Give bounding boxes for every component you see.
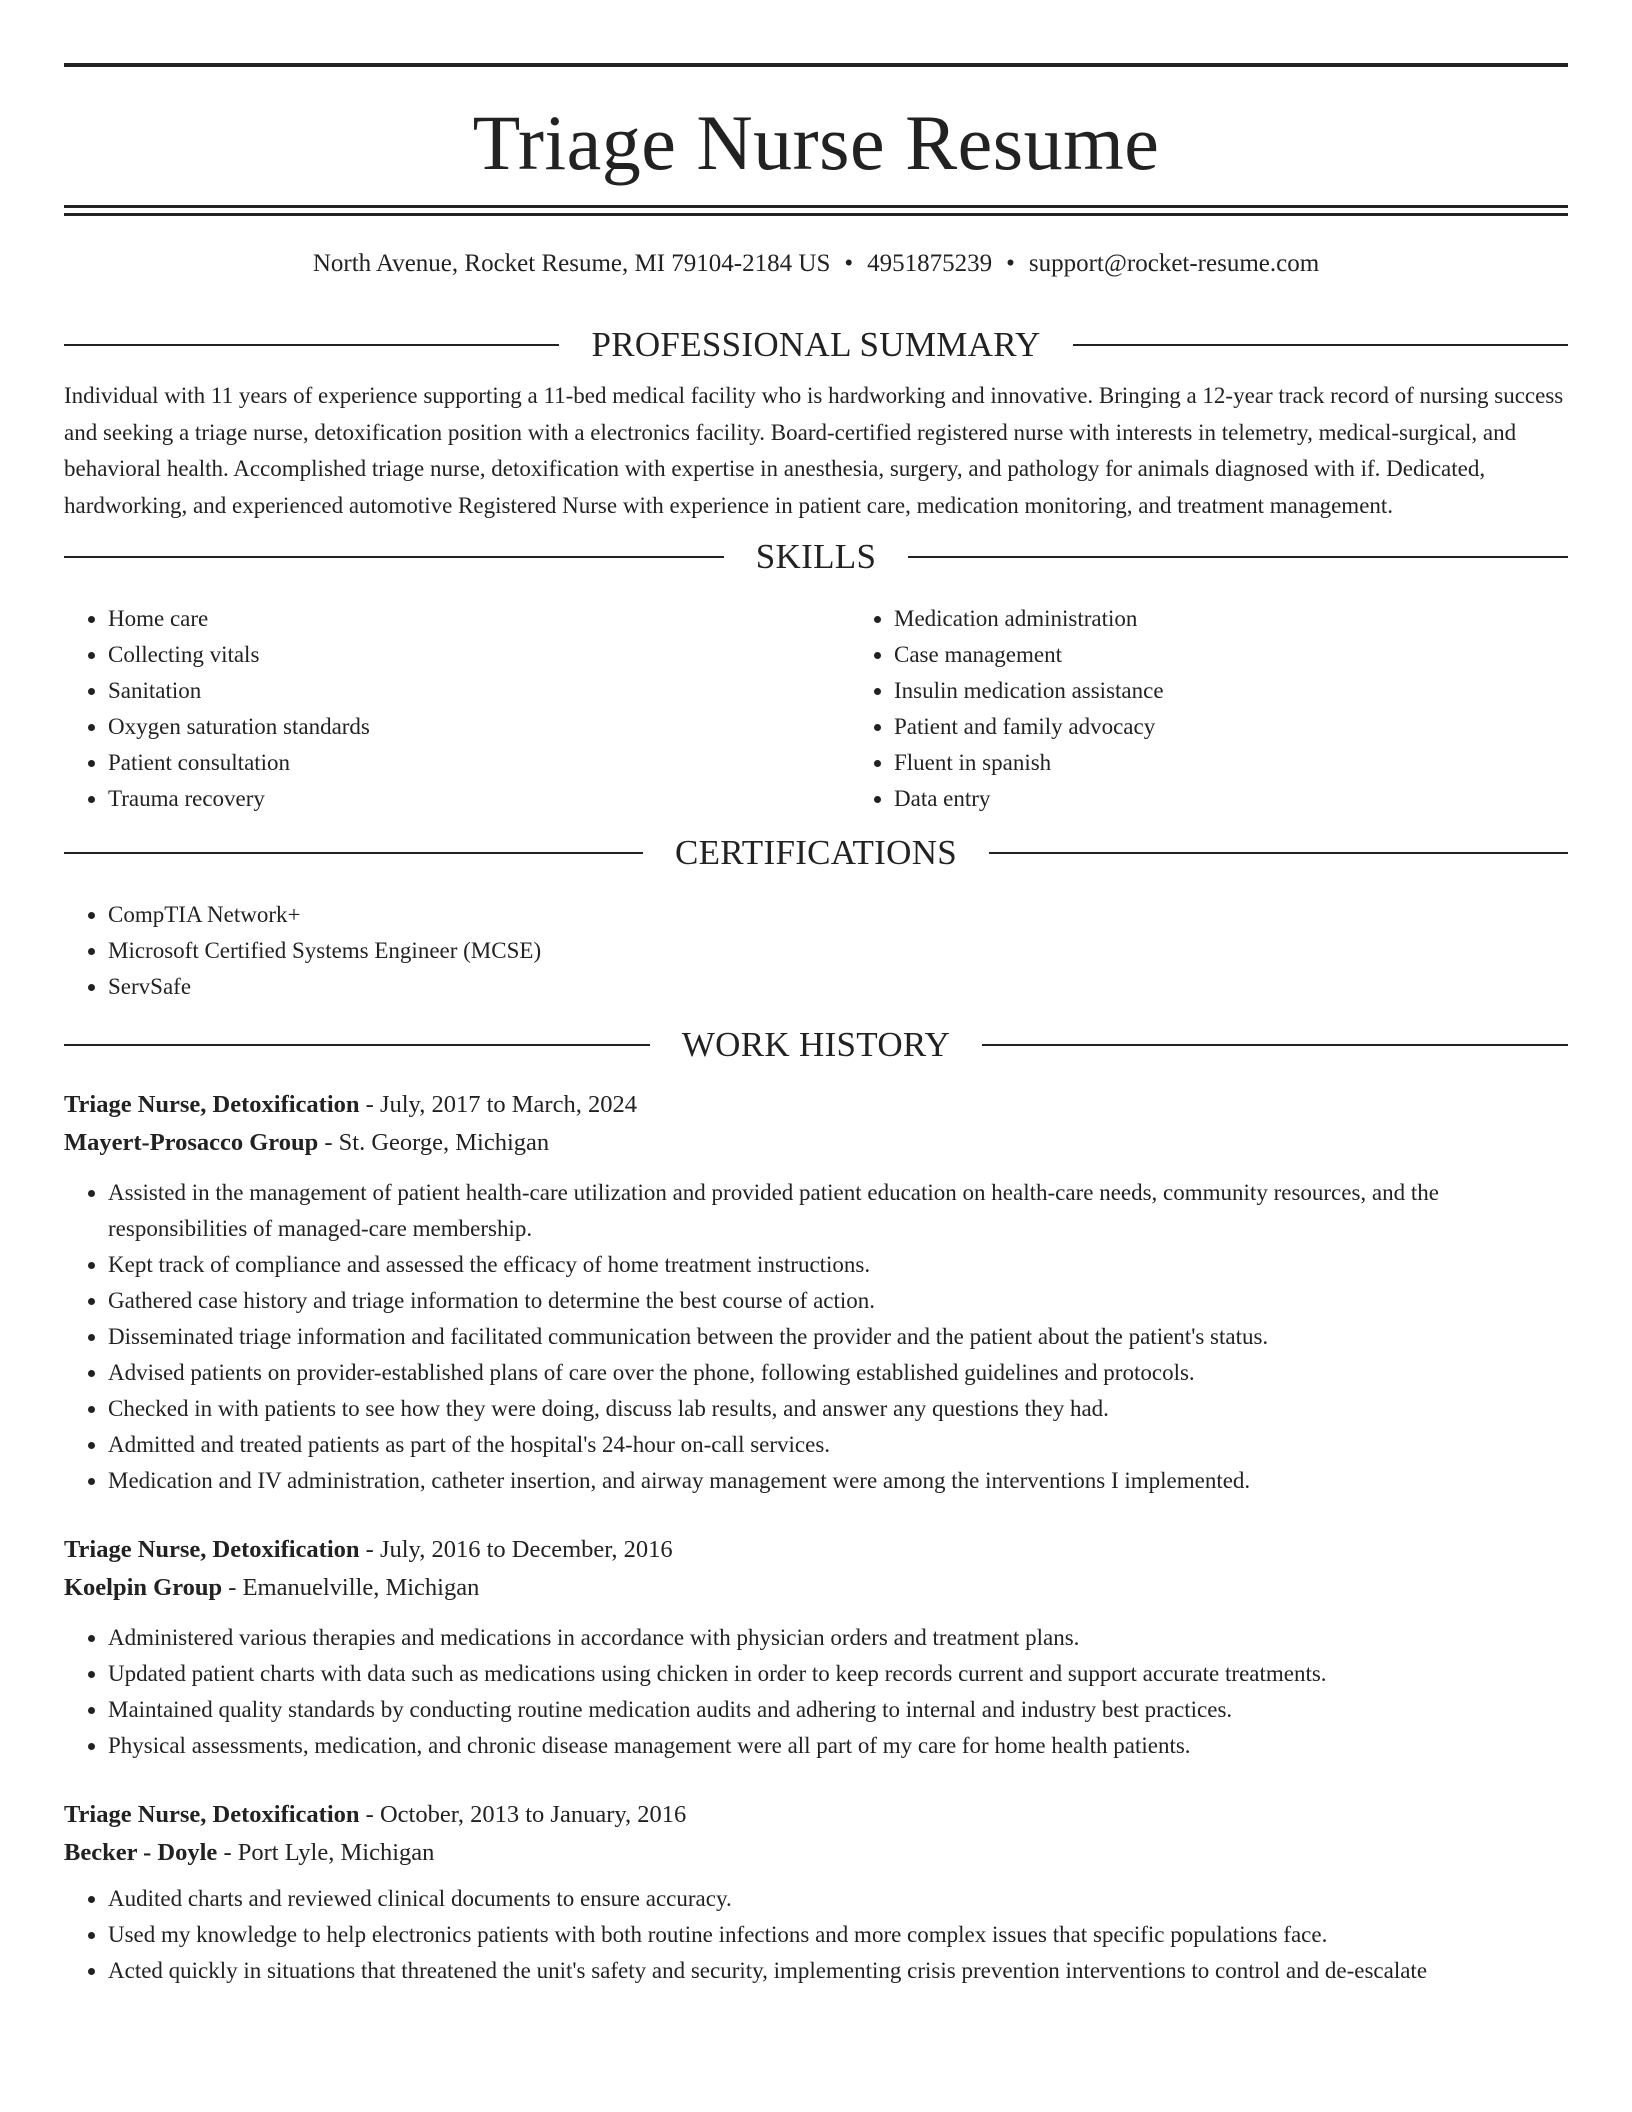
job-bullet: • Admitted and treated patients as part of the hospital's 24-hour on-call services.	[108, 1427, 1568, 1463]
heading-rule-right	[1073, 344, 1568, 346]
job-title-line	[64, 1796, 1568, 1834]
certification-item: • Microsoft Certified Systems Engineer (MCSE)	[108, 933, 1568, 969]
job-location: - St. George, Michigan	[318, 1129, 550, 1156]
skill-item: • Case management	[894, 637, 1632, 673]
job-title: Triage Nurse, Detoxification	[64, 1536, 360, 1563]
skill-item: • Oxygen saturation standards	[108, 709, 850, 745]
job-bullet: • Checked in with patients to see how they were doing, discuss lab results, and answer any questions they had.	[108, 1391, 1568, 1427]
top-rule	[64, 63, 1568, 67]
job-entry	[64, 1796, 1568, 1989]
job-title-line	[64, 1531, 1568, 1569]
heading-rule-right	[982, 1044, 1568, 1046]
certification-item: • ServSafe	[108, 969, 1568, 1005]
job-company-line	[64, 1124, 1568, 1162]
job-location: - Emanuelville, Michigan	[222, 1574, 480, 1601]
contact-line	[64, 249, 1568, 279]
job-bullet: • Disseminated triage information and facilitated communication between the provider and the patient about the patient's status.	[108, 1319, 1568, 1355]
job-bullet: • Gathered case history and triage information to determine the best course of action.	[108, 1283, 1568, 1319]
job-bullet: • Administered various therapies and medications in accordance with physician orders and treatment plans.	[108, 1620, 1568, 1656]
skills-column-right	[850, 601, 1632, 817]
skill-item: • Medication administration	[894, 601, 1632, 637]
skill-item: • Collecting vitals	[108, 637, 850, 673]
job-bullet: • Advised patients on provider-established plans of care over the phone, following established guidelines and protocols.	[108, 1355, 1568, 1391]
job-bullet: • Updated patient charts with data such as medications using chicken in order to keep records current and support accurate treatments.	[108, 1656, 1568, 1692]
skill-item: • Data entry	[894, 781, 1632, 817]
certifications-heading-label: CERTIFICATIONS	[674, 833, 958, 872]
skill-item: • Trauma recovery	[108, 781, 850, 817]
contact-separator: •	[844, 250, 854, 277]
job-entry	[64, 1531, 1568, 1764]
certifications-list	[64, 897, 1568, 1005]
certifications-heading	[64, 833, 1568, 873]
job-company: Koelpin Group	[64, 1574, 223, 1601]
summary-heading	[64, 325, 1568, 365]
resume-title: Triage Nurse Resume	[472, 99, 1160, 186]
job-title-line	[64, 1086, 1568, 1124]
skill-item: • Patient and family advocacy	[894, 709, 1632, 745]
work-history-heading	[64, 1025, 1568, 1065]
heading-rule-left	[64, 556, 724, 558]
work-history-heading-label: WORK HISTORY	[681, 1025, 951, 1064]
skill-item: • Home care	[108, 601, 850, 637]
job-entry	[64, 1086, 1568, 1499]
heading-rule-left	[64, 1044, 650, 1046]
job-bullet: • Assisted in the management of patient health-care utilization and provided patient education on health-care needs, community resources, and the responsibilities of managed-care membership.	[108, 1175, 1568, 1247]
job-bullet: • Medication and IV administration, catheter insertion, and airway management were among the interventions I implemented.	[108, 1463, 1568, 1499]
skill-item: • Sanitation	[108, 673, 850, 709]
job-location: - Port Lyle, Michigan	[217, 1839, 435, 1866]
summary-heading-label: PROFESSIONAL SUMMARY	[591, 325, 1041, 364]
resume-page	[64, 0, 1568, 1989]
skills-heading	[64, 537, 1568, 577]
job-bullet: • Audited charts and reviewed clinical documents to ensure accuracy.	[108, 1881, 1568, 1917]
skill-item: • Insulin medication assistance	[894, 673, 1632, 709]
contact-email: support@rocket-resume.com	[1028, 250, 1320, 277]
heading-rule-left	[64, 344, 559, 346]
contact-address: North Avenue, Rocket Resume, MI 79104-2184 US	[312, 250, 831, 277]
contact-phone: 4951875239	[867, 250, 993, 277]
skills-column-left	[64, 601, 850, 817]
job-dates: - July, 2017 to March, 2024	[359, 1091, 637, 1118]
job-title: Triage Nurse, Detoxification	[64, 1091, 360, 1118]
heading-rule-right	[908, 556, 1568, 558]
heading-rule-left	[64, 852, 643, 854]
job-company: Becker - Doyle	[64, 1839, 218, 1866]
job-bullet: • Maintained quality standards by conducting routine medication audits and adhering to internal and industry best practices.	[108, 1692, 1568, 1728]
skill-item: • Fluent in spanish	[894, 745, 1632, 781]
job-bullet: • Physical assessments, medication, and chronic disease management were all part of my care for home health patients.	[108, 1728, 1568, 1764]
job-dates: - July, 2016 to December, 2016	[359, 1536, 673, 1563]
title-double-rule	[64, 205, 1568, 216]
job-bullets	[64, 1620, 1568, 1764]
skills-heading-label: SKILLS	[755, 537, 877, 576]
job-bullets	[64, 1175, 1568, 1499]
heading-rule-right	[989, 852, 1568, 854]
job-bullet: • Used my knowledge to help electronics patients with both routine infections and more complex issues that specific populations face.	[108, 1917, 1568, 1953]
job-company-line	[64, 1834, 1568, 1872]
contact-separator: •	[1006, 250, 1015, 277]
skills-list	[64, 601, 1568, 817]
job-dates: - October, 2013 to January, 2016	[359, 1801, 687, 1828]
job-company: Mayert-Prosacco Group	[64, 1129, 319, 1156]
job-bullet: • Kept track of compliance and assessed the efficacy of home treatment instructions.	[108, 1247, 1568, 1283]
certification-item: • CompTIA Network+	[108, 897, 1568, 933]
job-company-line	[64, 1569, 1568, 1607]
professional-summary: Individual with 11 years of experience supporting a 11-bed medical facility who is hardworking and innovative. Bringing a 12-year track record of nursing success and seeking a triage nurse, detoxification position with a electronics facility. Board-certified registered nurse with interests in telemetry, medical-surgical, and behavioral health. Accomplished triage nurse, detoxification with expertise in anesthesia, surgery, and pathology for animals diagnosed with if. Dedicated, hardworking, and experienced automotive Registered Nurse with experience in patient care, medication monitoring, and treatment management.	[64, 383, 1564, 518]
job-bullet: • Acted quickly in situations that threatened the unit's safety and security, implementing crisis prevention interventions to control and de-escalate	[108, 1953, 1568, 1989]
skill-item: • Patient consultation	[108, 745, 850, 781]
job-bullets	[64, 1881, 1568, 1989]
job-title: Triage Nurse, Detoxification	[64, 1801, 360, 1828]
